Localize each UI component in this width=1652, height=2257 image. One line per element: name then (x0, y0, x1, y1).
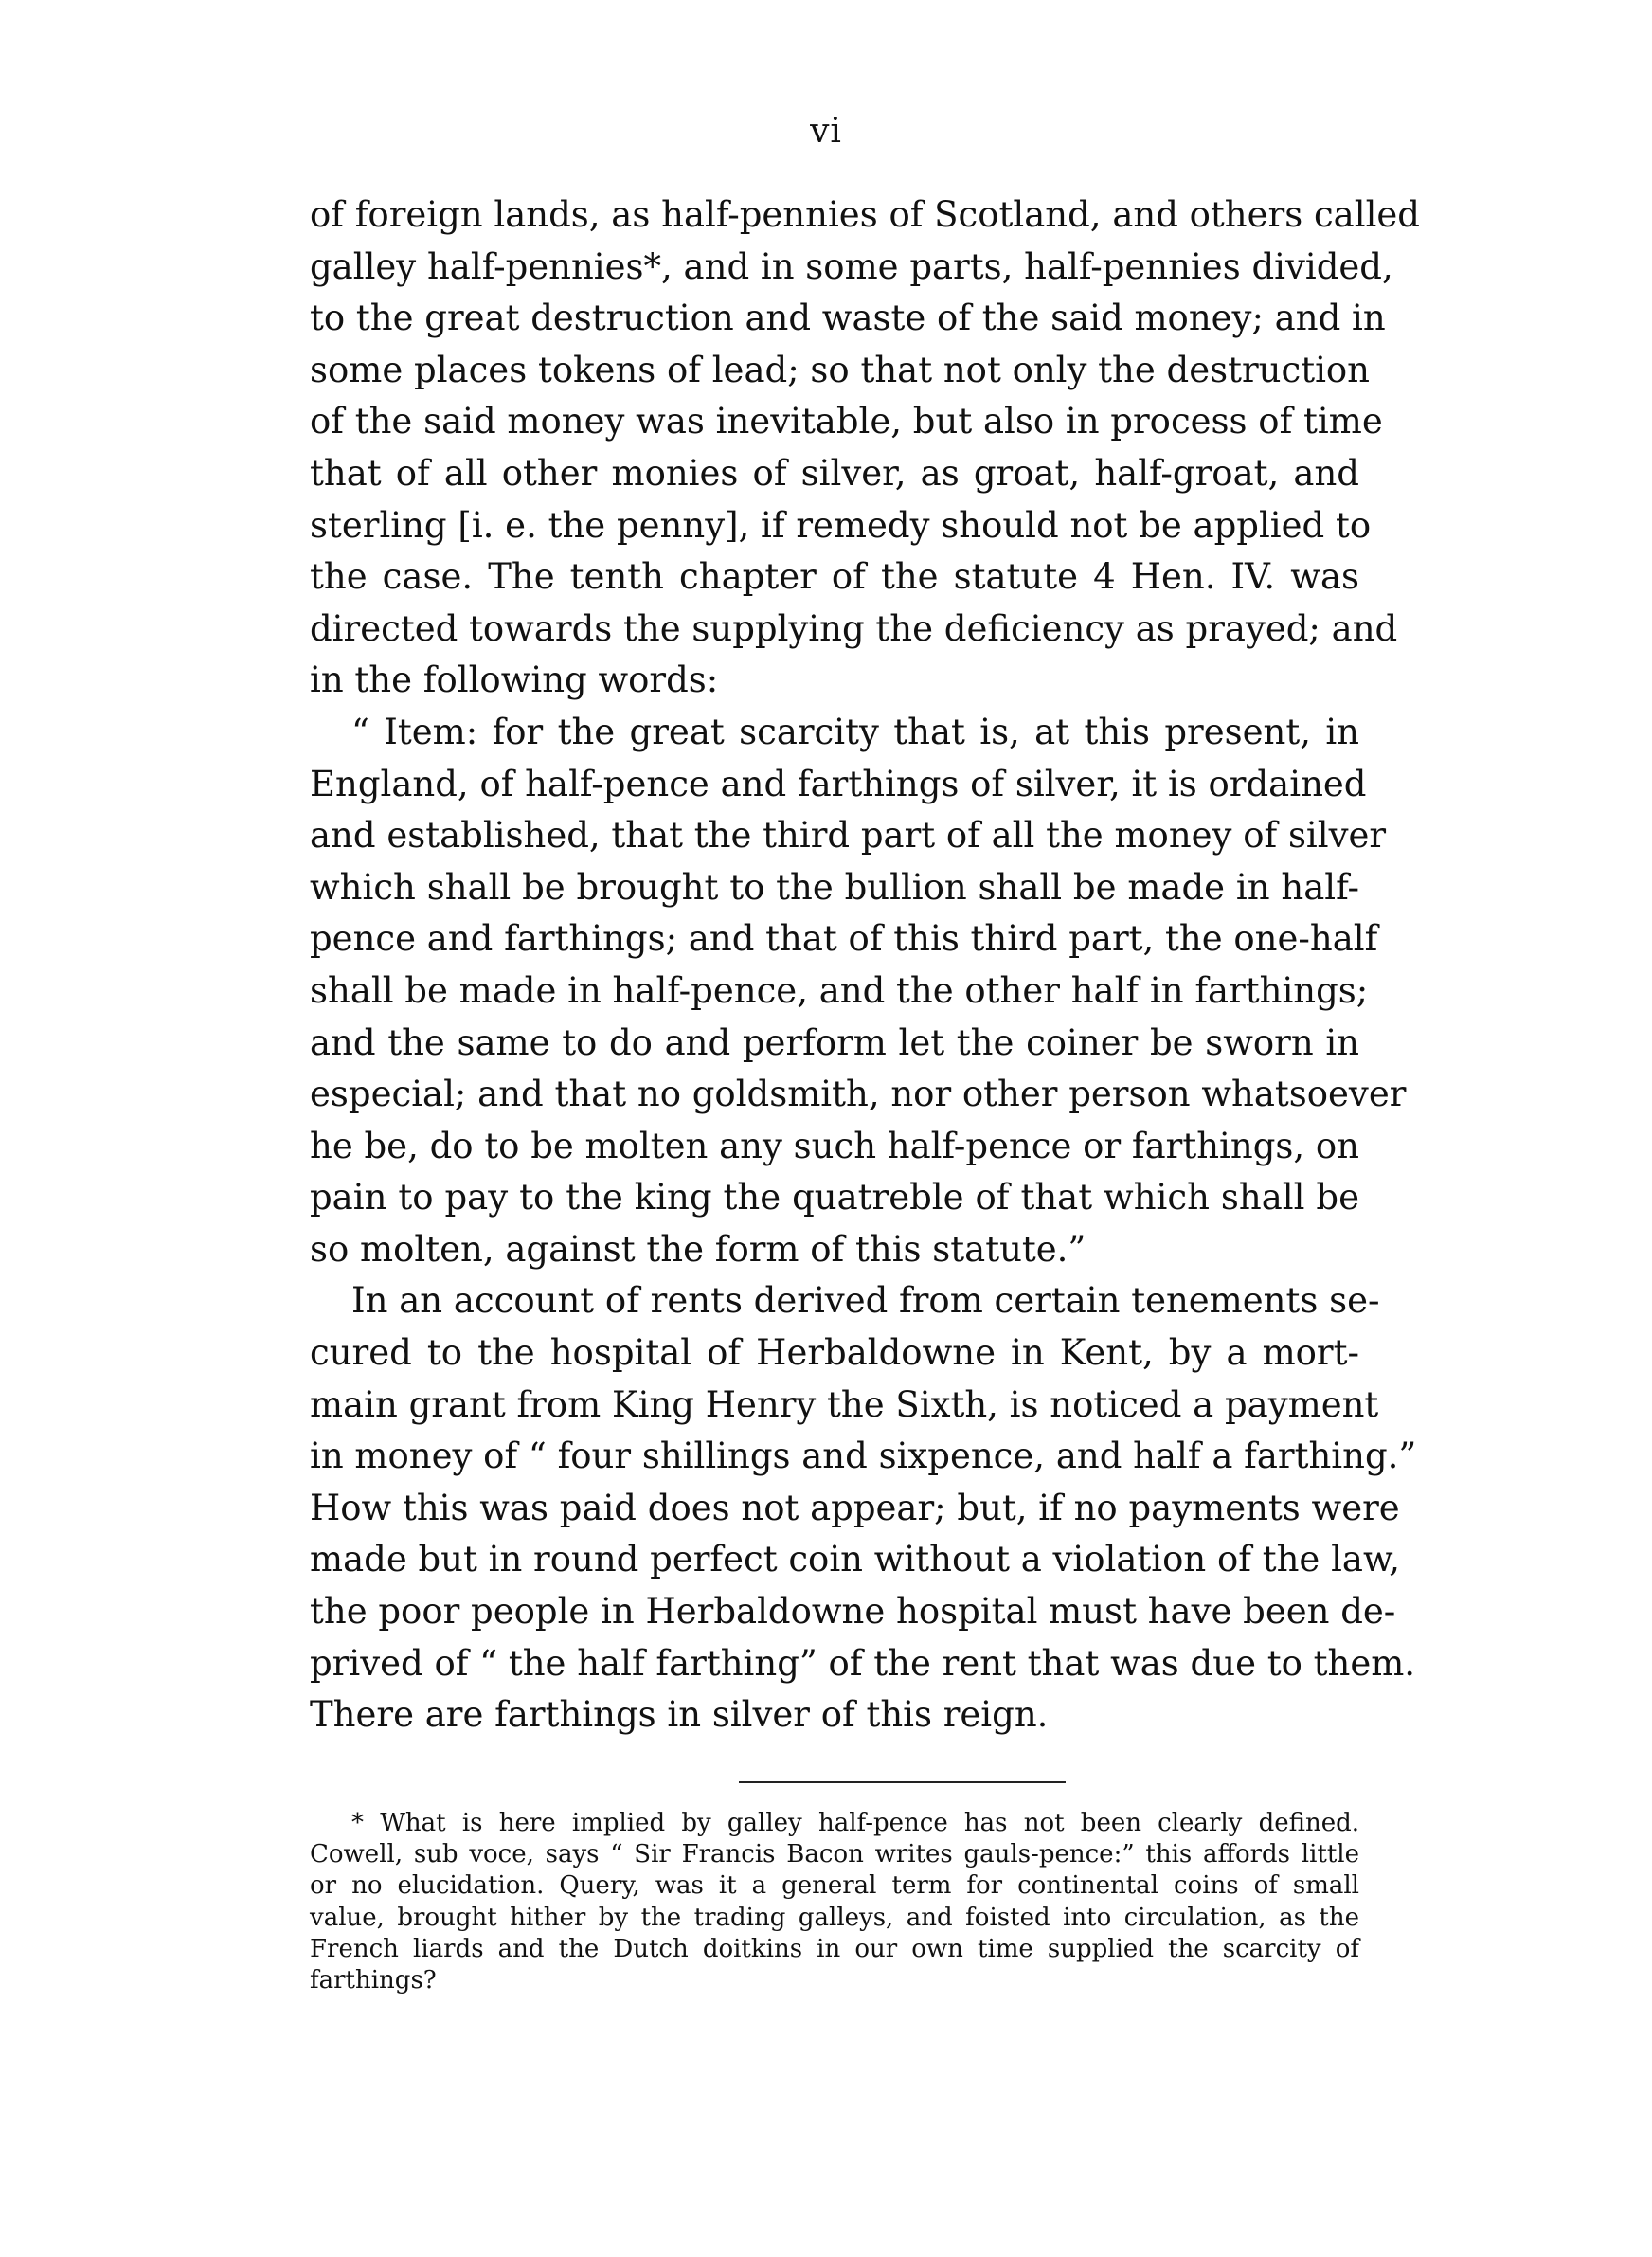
text-line: There are farthings in silver of this reign. (310, 1694, 1049, 1736)
footnote-divider (739, 1781, 1066, 1783)
footnote-line: value, brought hither by the trading galleys, and foisted into circulation, as the (310, 1903, 1359, 1932)
text-line: main grant from King Henry the Sixth, is noticed a payment (310, 1383, 1379, 1425)
quote-line: and the same to do and perform let the coiner be sworn in (310, 1021, 1359, 1063)
text-line: to the great destruction and waste of the said money; and in (310, 298, 1386, 339)
footnote-line: Cowell, sub voce, says “ Sir Francis Bacon writes gauls-pence:” this affords little (310, 1840, 1359, 1869)
text-line: galley half-pennies*, and in some parts, half-pennies divided, (310, 245, 1393, 287)
text-line: cured to the hospital of Herbaldowne in Kent, by a mort- (310, 1332, 1359, 1374)
quote-line: England, of half-pence and farthings of silver, it is ordained (310, 763, 1367, 804)
quote-line: and established, that the third part of all the money of silver (310, 815, 1387, 857)
quote-line: shall be made in half-pence, and the other half in farthings; (310, 969, 1369, 1011)
text-line: in the following words: (310, 659, 719, 701)
footnote-line: * What is here implied by galley half-pence has not been clearly defined. (351, 1809, 1359, 1837)
quote-line: “ Item: for the great scarcity that is, at this present, in (351, 711, 1359, 752)
text-line: In an account of rents derived from certain tenements se- (351, 1280, 1380, 1322)
text-line: of foreign lands, as half-pennies of Scotland, and others called (310, 194, 1420, 235)
text-line: that of all other monies of silver, as groat, half-groat, and (310, 452, 1359, 494)
footnote-line: or no elucidation. Query, was it a general term for continental coins of small (310, 1871, 1359, 1901)
text-line: of the said money was inevitable, but also in process of time (310, 401, 1383, 442)
text-line: made but in round perfect coin without a violation of the law, (310, 1539, 1401, 1580)
quote-line: so molten, against the form of this statute.” (310, 1228, 1086, 1270)
footnote-line: farthings? (310, 1966, 437, 1995)
text-line: sterling [i. e. the penny], if remedy should not be applied to (310, 504, 1372, 546)
quote-line: which shall be brought to the bullion shall be made in half- (310, 866, 1359, 908)
page-number: vi (810, 112, 842, 151)
footnote-line: French liards and the Dutch doitkins in our own time supplied the scarcity of (310, 1934, 1359, 1963)
text-line: How this was paid does not appear; but, if no payments were (310, 1487, 1400, 1528)
quote-line: pain to pay to the king the quatreble of that which shall be (310, 1177, 1359, 1219)
quote-line: he be, do to be molten any such half-pence or farthings, on (310, 1125, 1360, 1166)
quote-line: pence and farthings; and that of this third part, the one-half (310, 918, 1378, 960)
text-line: prived of “ the half farthing” of the rent that was due to them. (310, 1642, 1416, 1684)
main-text (310, 190, 1420, 1742)
text-line: the case. The tenth chapter of the statute 4 Hen. IV. was (310, 556, 1359, 598)
text-line: some places tokens of lead; so that not only the destruction (310, 349, 1371, 390)
text-line: directed towards the supplying the deficiency as prayed; and (310, 607, 1398, 649)
quote-line: especial; and that no goldsmith, nor other person whatsoever (310, 1074, 1407, 1115)
text-line: the poor people in Herbaldowne hospital must have been de- (310, 1591, 1396, 1633)
text-line: in money of “ four shillings and sixpence, and half a farthing.” (310, 1435, 1417, 1477)
footnote (310, 1808, 1359, 1996)
